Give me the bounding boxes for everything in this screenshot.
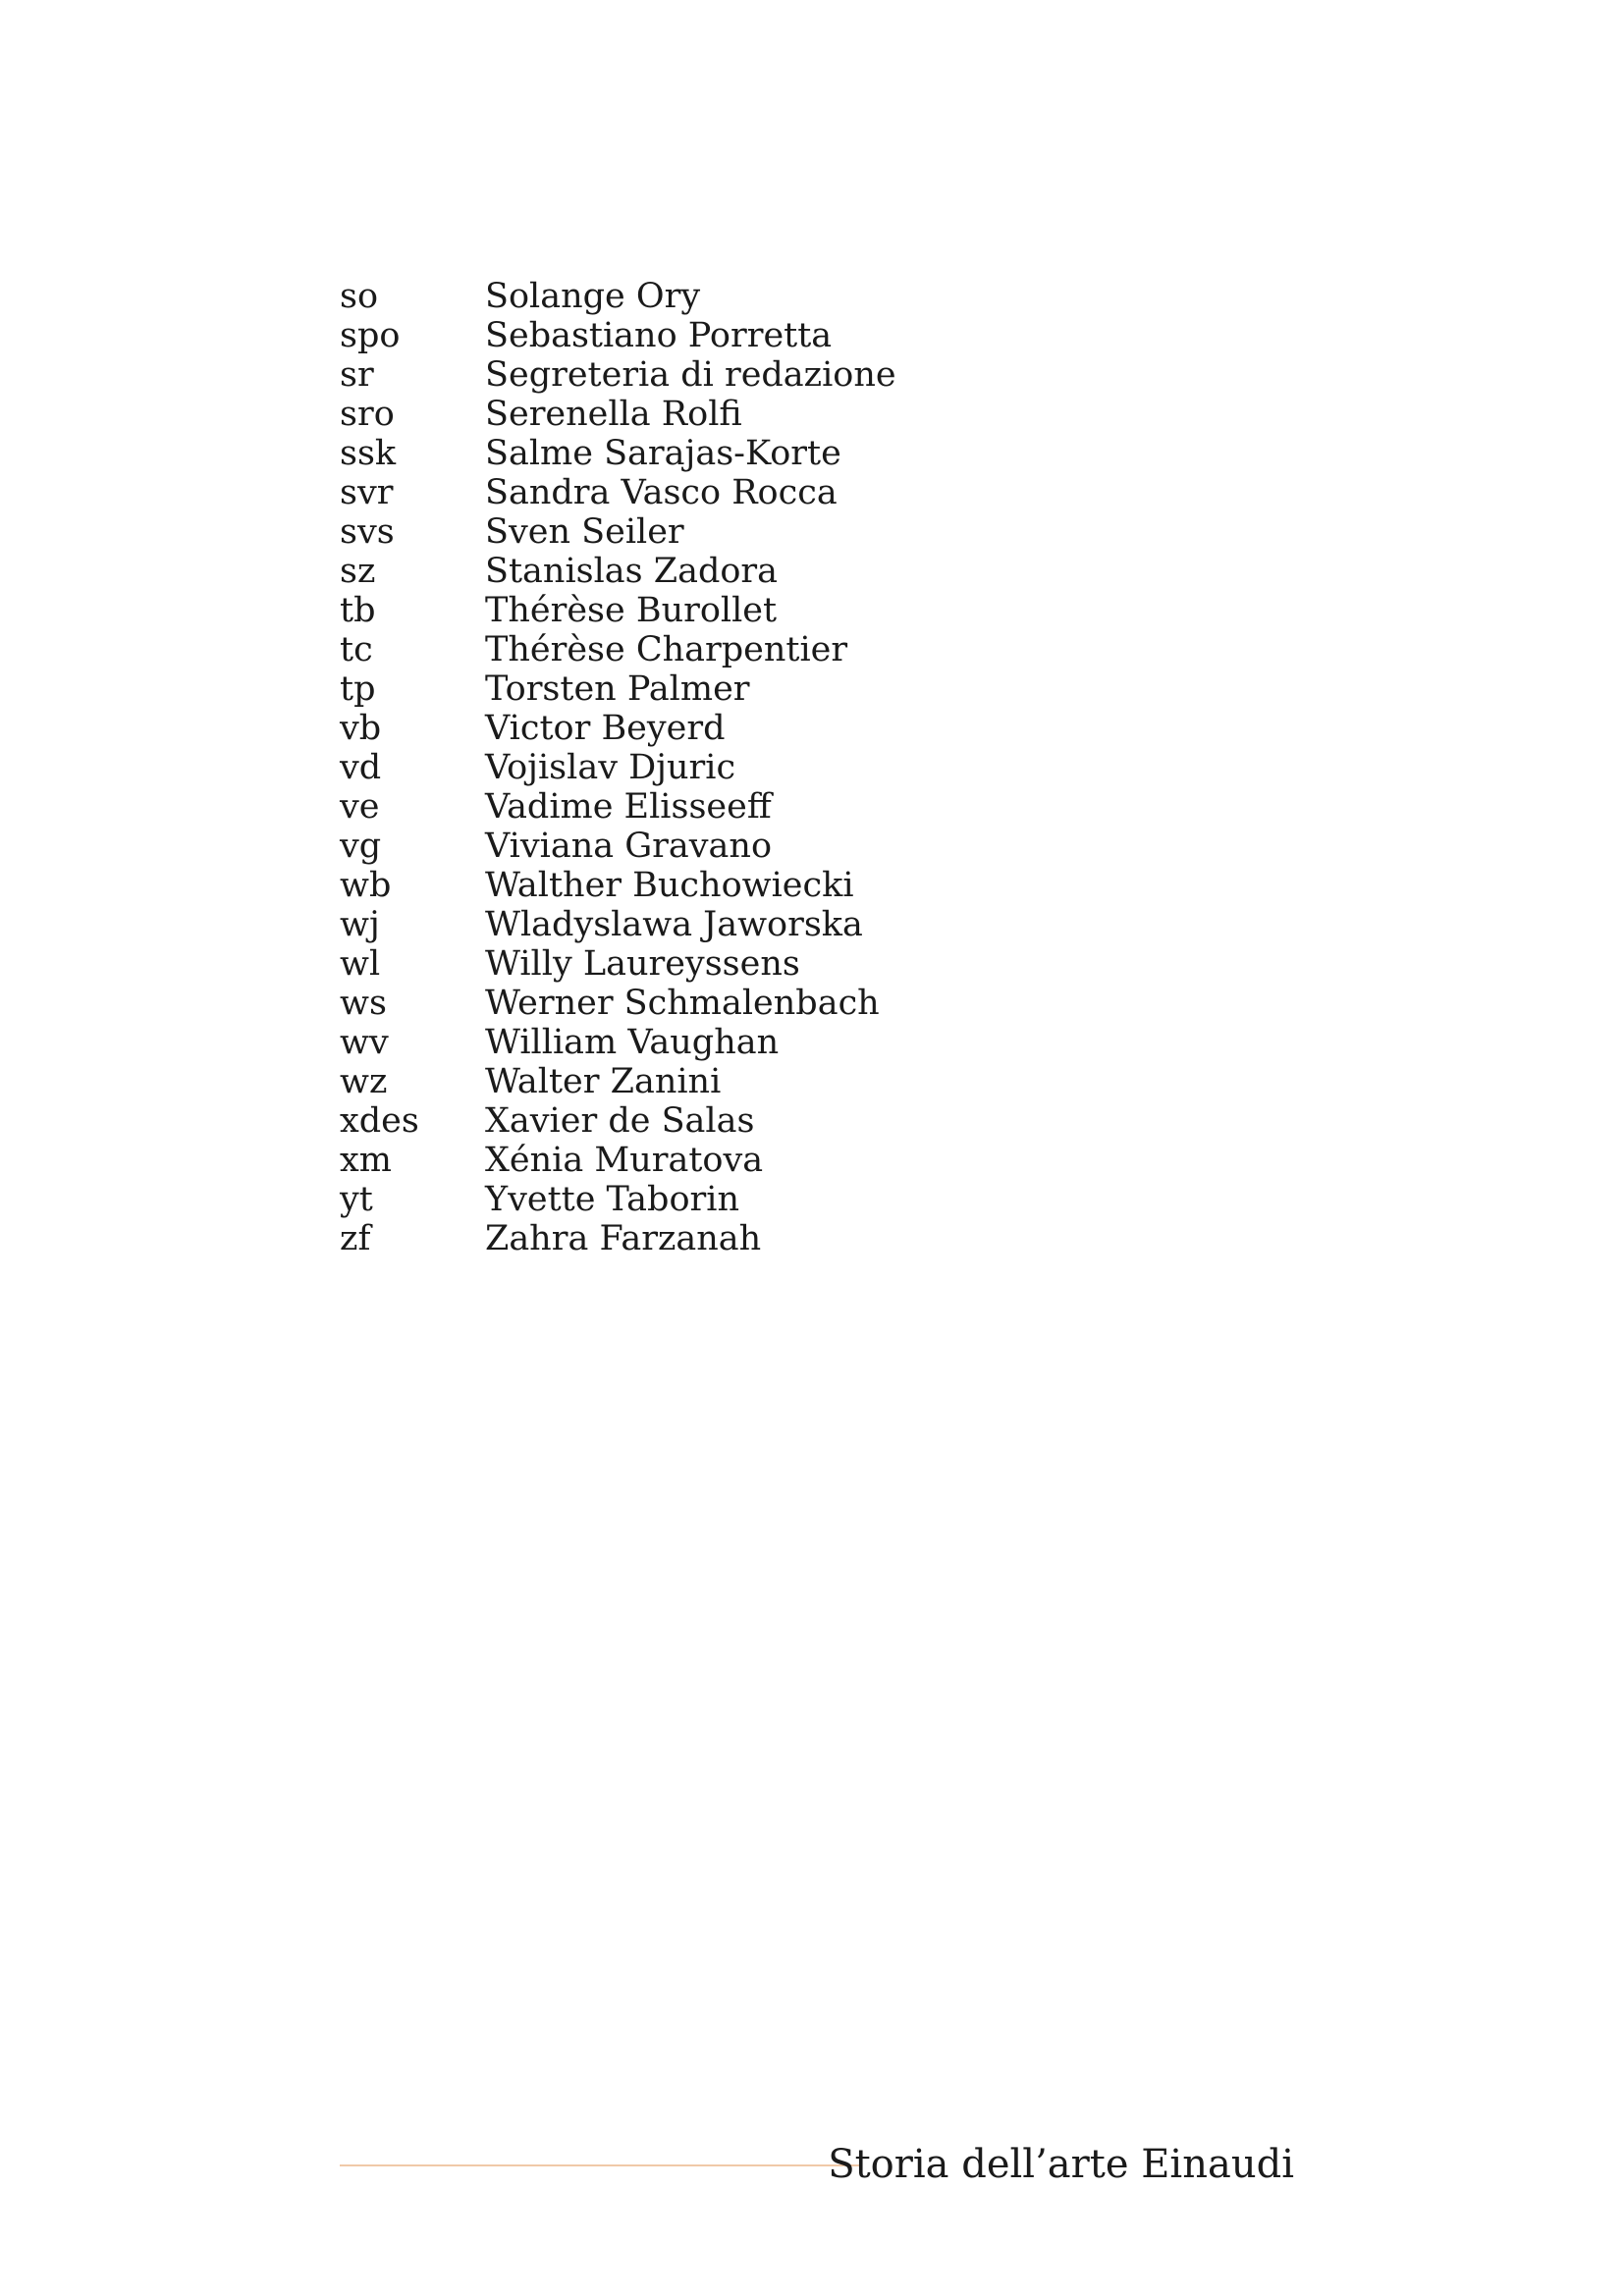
abbreviation-row [340,1101,896,1141]
abbreviation-row [340,316,896,355]
abbreviation-row [340,1062,896,1101]
abbreviation-row [340,984,896,1023]
author-name: Serenella Rolfi [485,395,742,434]
abbreviation-row [340,552,896,591]
abbreviation-list [340,277,896,1258]
author-name: Wladyslawa Jaworska [485,905,863,944]
abbreviation-row [340,905,896,944]
abbreviation-row [340,630,896,669]
abbreviation-code: xm [340,1141,392,1180]
abbreviation-row [340,395,896,434]
abbreviation-code: wz [340,1062,388,1101]
abbreviation-code: wl [340,944,381,984]
abbreviation-row [340,355,896,395]
abbreviation-row [340,1219,896,1258]
author-name: Thérèse Burollet [485,591,778,630]
author-name: Xavier de Salas [485,1101,755,1141]
abbreviation-code: svr [340,473,394,512]
abbreviation-code: ve [340,787,380,827]
abbreviation-code: vb [340,709,382,748]
abbreviation-row [340,277,896,316]
author-name: Segreteria di redazione [485,355,896,395]
publication-title: Storia dell’arte Einaudi [828,2142,1294,2187]
abbreviation-row [340,709,896,748]
abbreviation-row [340,512,896,552]
abbreviation-code: sz [340,552,376,591]
abbreviation-code: svs [340,512,395,552]
abbreviation-code: wb [340,866,392,905]
author-name: Yvette Taborin [485,1180,739,1219]
page-footer [340,2140,1294,2189]
author-name: Walter Zanini [485,1062,722,1101]
author-name: Zahra Farzanah [485,1219,762,1258]
abbreviation-code: sro [340,395,395,434]
abbreviation-row [340,669,896,709]
abbreviation-row [340,944,896,984]
author-name: Vadime Elisseeff [485,787,772,827]
abbreviation-code: sr [340,355,374,395]
abbreviation-row [340,827,896,866]
abbreviation-row [340,1141,896,1180]
abbreviation-code: wv [340,1023,389,1062]
author-name: Victor Beyerd [485,709,726,748]
abbreviation-code: vg [340,827,382,866]
abbreviation-code: tc [340,630,373,669]
author-name: Thérèse Charpentier [485,630,848,669]
abbreviation-row [340,434,896,473]
abbreviation-row [340,787,896,827]
abbreviation-row [340,1023,896,1062]
author-name: Solange Ory [485,277,701,316]
author-name: William Vaughan [485,1023,780,1062]
author-name: Sebastiano Porretta [485,316,833,355]
abbreviation-code: tp [340,669,376,709]
author-name: Viviana Gravano [485,827,773,866]
abbreviation-code: vd [340,748,382,787]
author-name: Sandra Vasco Rocca [485,473,838,512]
abbreviation-code: wj [340,905,380,944]
abbreviation-row [340,1180,896,1219]
abbreviation-code: yt [340,1180,373,1219]
abbreviation-row [340,591,896,630]
abbreviation-code: tb [340,591,376,630]
footer-rule [340,2164,862,2166]
author-name: Sven Seiler [485,512,684,552]
author-name: Xénia Muratova [485,1141,764,1180]
author-name: Torsten Palmer [485,669,750,709]
author-name: Salme Sarajas-Korte [485,434,841,473]
author-name: Werner Schmalenbach [485,984,880,1023]
author-name: Stanislas Zadora [485,552,779,591]
abbreviation-code: spo [340,316,401,355]
author-name: Walther Buchowiecki [485,866,854,905]
abbreviation-row [340,473,896,512]
abbreviation-code: so [340,277,379,316]
abbreviation-code: zf [340,1219,371,1258]
abbreviation-row [340,748,896,787]
abbreviation-code: ssk [340,434,397,473]
author-name: Vojislav Djuric [485,748,736,787]
author-name: Willy Laureyssens [485,944,800,984]
abbreviation-code: xdes [340,1101,419,1141]
abbreviation-row [340,866,896,905]
abbreviation-code: ws [340,984,387,1023]
